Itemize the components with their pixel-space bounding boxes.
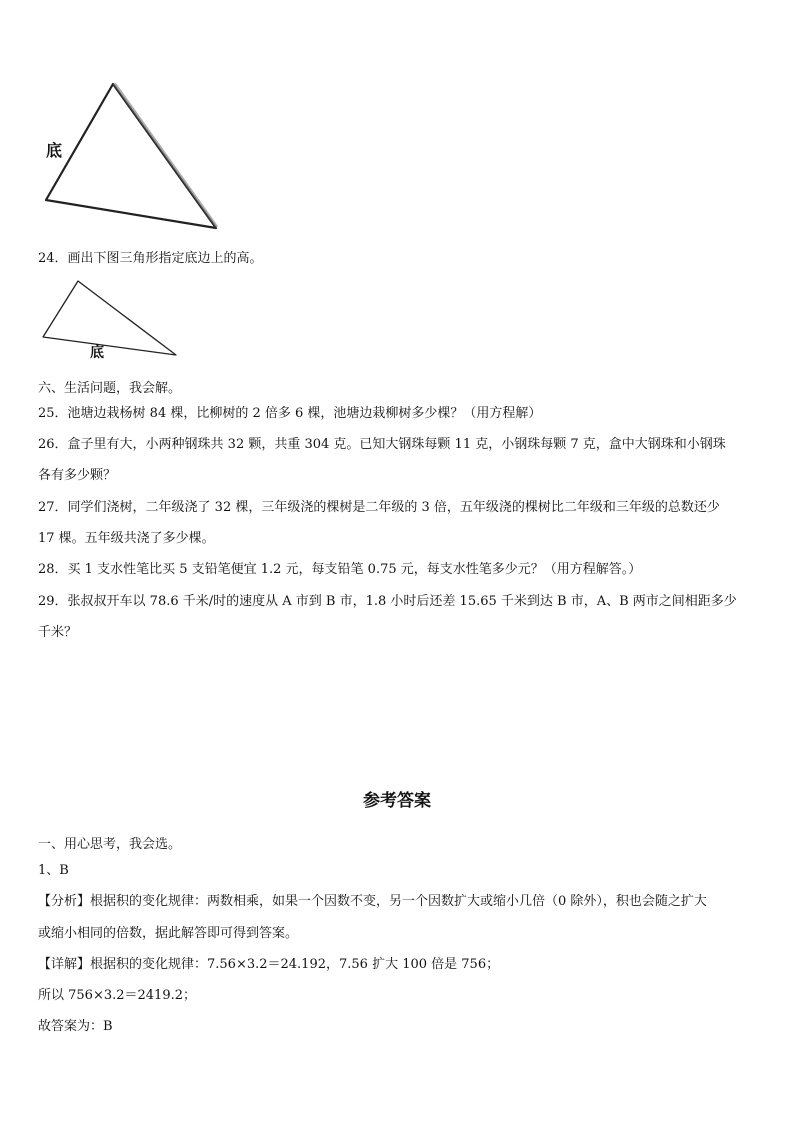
question-26-line-1: 26．盒子里有大，小两种钢珠共 32 颗，共重 304 克。已知大钢珠每颗 11 克，小钢珠每颗 7 克，盒中大钢珠和小钢珠 — [38, 437, 726, 452]
figure-triangle-2 — [40, 278, 185, 363]
analysis-line-2: 或缩小相同的倍数，据此解答即可得到答案。 — [38, 926, 299, 941]
section-1-heading: 一、用心思考，我会选。 — [38, 837, 182, 852]
question-29-line-2: 千米？ — [38, 625, 78, 640]
question-25: 25．池塘边栽杨树 84 棵，比柳树的 2 倍多 6 棵，池塘边栽柳树多少棵？（用方程解） — [38, 406, 542, 421]
final-answer: 故答案为：B — [38, 1019, 113, 1034]
question-28: 28．买 1 支水性笔比买 5 支铅笔便宜 1.2 元，每支铅笔 0.75 元，每支水性笔多少元？（用方程解答。） — [38, 562, 642, 577]
question-24: 24．画出下图三角形指定底边上的高。 — [38, 251, 263, 266]
so-line: 所以 756×3.2＝2419.2； — [38, 988, 196, 1003]
question-27-line-2: 17 棵。五年级共浇了多少棵。 — [38, 531, 215, 546]
answer-1: 1、B — [38, 863, 69, 878]
detail-line: 【详解】根据积的变化规律：7.56×3.2＝24.192，7.56 扩大 100 倍是 756； — [38, 957, 500, 972]
triangle-1-base-label: 底 — [46, 141, 63, 160]
triangle-2-base-label: 底 — [90, 345, 104, 361]
question-27-line-1: 27．同学们浇树，二年级浇了 32 棵，三年级浇的棵树是二年级的 3 倍，五年级浇的棵树比二年级和三年级的总数还少 — [38, 500, 720, 515]
section-6-heading: 六、生活问题，我会解。 — [38, 381, 182, 396]
answers-title: 参考答案 — [363, 791, 431, 811]
triangle-1-drawing — [40, 80, 230, 235]
question-26-line-2: 各有多少颗？ — [38, 468, 117, 483]
figure-triangle-1 — [40, 80, 230, 235]
triangle-2-drawing — [40, 278, 185, 363]
question-29-line-1: 29．张叔叔开车以 78.6 千米/时的速度从 A 市到 B 市，1.8 小时后还差 15.65 千米到达 B 市，A、B 两市之间相距多少 — [38, 594, 737, 609]
analysis-line-1: 【分析】根据积的变化规律：两数相乘，如果一个因数不变，另一个因数扩大或缩小几倍（0 除外），积也会随之扩大 — [38, 894, 707, 909]
